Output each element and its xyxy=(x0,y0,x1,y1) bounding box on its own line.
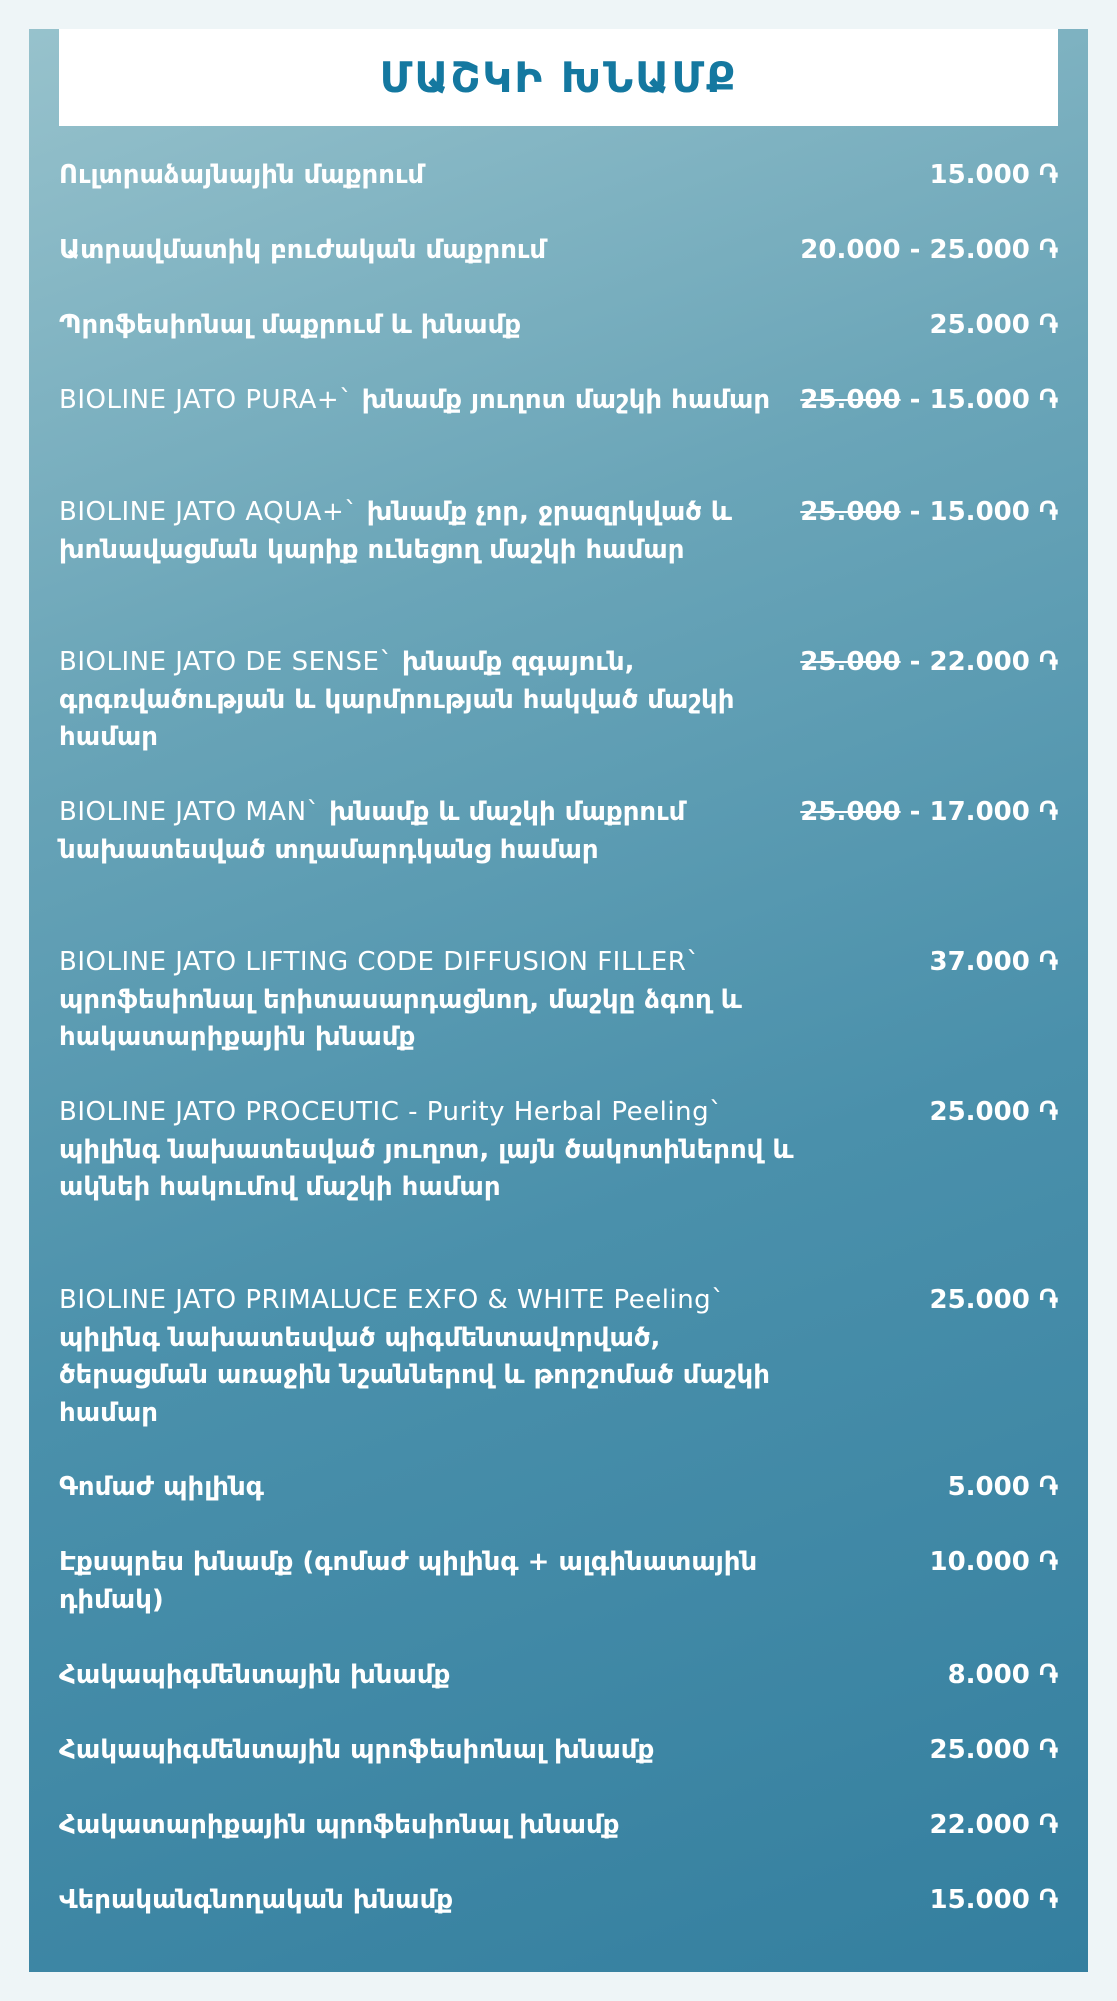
service-name xyxy=(59,232,799,270)
current-price: - 15.000 ֏ xyxy=(900,497,1058,527)
title-banner xyxy=(59,29,1058,126)
service-name xyxy=(59,944,799,1057)
current-price: - 17.000 ֏ xyxy=(900,797,1058,827)
brand-name: BIOLINE JATO PRIMALUCE EXFO & WHITE Peeling` xyxy=(59,1285,725,1315)
service-description: Հակատարիքային պրոֆեսիոնալ խնամք xyxy=(59,1810,620,1840)
service-price xyxy=(930,307,1059,345)
brand-name: BIOLINE JATO LIFTING CODE DIFFUSION FILLER` xyxy=(59,947,700,977)
service-price xyxy=(948,1657,1058,1695)
service-price xyxy=(930,944,1059,982)
service-description: Էքսպրես խնամք (գոմաժ պիլինգ + ալգինատային դիմակ) xyxy=(59,1547,758,1615)
service-description: պիլինգ նախատեսված պիգմենտավորված, ծերացման առաջին նշաններով և թորշոմած մաշկի համար xyxy=(59,1322,770,1428)
service-price xyxy=(930,1282,1059,1320)
service-description: խնամք զգայուն, գրգռվածության և կարմրության հակված մաշկի համար xyxy=(59,647,735,752)
service-price xyxy=(930,1807,1059,1845)
brand-name: BIOLINE JATO PURA+` xyxy=(59,385,353,415)
service-description: պրոֆեսիոնալ երիտասարդացնող, մաշկը ձգող և հակատարիքային խնամք xyxy=(59,984,742,1052)
service-description: Հակապիգմենտային խնամք xyxy=(59,1660,451,1690)
service-price xyxy=(930,1094,1059,1132)
service-price xyxy=(930,1882,1059,1920)
price-list-panel xyxy=(29,29,1088,1972)
service-description: խնամք յուղոտ մաշկի համար xyxy=(352,385,771,415)
current-price: 25.000 ֏ xyxy=(929,1735,1058,1765)
service-price xyxy=(800,494,1058,532)
service-name xyxy=(59,1544,799,1619)
service-price xyxy=(800,232,1058,270)
service-name xyxy=(59,1732,799,1770)
current-price: 25.000 ֏ xyxy=(929,1285,1058,1315)
service-price xyxy=(930,1732,1059,1770)
service-price xyxy=(930,1544,1059,1582)
current-price: 5.000 ֏ xyxy=(947,1472,1058,1502)
old-price: 25.000 xyxy=(800,497,901,527)
service-name xyxy=(59,1469,799,1507)
current-price: 10.000 ֏ xyxy=(929,1547,1058,1577)
current-price: 22.000 ֏ xyxy=(929,1810,1058,1840)
brand-name: BIOLINE JATO AQUA+` xyxy=(59,497,358,527)
old-price: 25.000 xyxy=(800,797,901,827)
service-name xyxy=(59,794,799,869)
service-description: խնամք և մաշկի մաքրում նախատեսված տղամարդկանց համար xyxy=(59,797,686,865)
old-price: 25.000 xyxy=(800,647,901,677)
service-name xyxy=(59,1094,799,1207)
service-price xyxy=(948,1469,1058,1507)
brand-name: BIOLINE JATO MAN` xyxy=(59,797,321,827)
service-price xyxy=(930,157,1059,195)
service-description: խնամք չոր, ջրազրկված և խոնավացման կարիք ունեցող մաշկի համար xyxy=(59,497,732,565)
service-description: Ուլտրաձայնային մաքրում xyxy=(59,160,425,190)
current-price: - 22.000 ֏ xyxy=(900,647,1058,677)
service-name xyxy=(59,1657,799,1695)
current-price: 37.000 ֏ xyxy=(929,947,1058,977)
current-price: 15.000 ֏ xyxy=(929,1885,1058,1915)
current-price: 20.000 - 25.000 ֏ xyxy=(800,235,1058,265)
current-price: 15.000 ֏ xyxy=(929,160,1058,190)
current-price: 8.000 ֏ xyxy=(947,1660,1058,1690)
service-name xyxy=(59,382,799,420)
page-title: ՄԱՇԿԻ ԽՆԱՄՔ xyxy=(379,53,738,102)
brand-name: BIOLINE JATO PROCEUTIC - Purity Herbal Peeling` xyxy=(59,1097,723,1127)
current-price: 25.000 ֏ xyxy=(929,310,1058,340)
service-description: Վերականգնողական խնամք xyxy=(59,1885,454,1915)
service-description: Պրոֆեսիոնալ մաքրում և խնամք xyxy=(59,310,522,340)
service-description: Հակապիգմենտային պրոֆեսիոնալ խնամք xyxy=(59,1735,655,1765)
service-price xyxy=(800,794,1058,832)
service-name xyxy=(59,157,799,195)
brand-name: BIOLINE JATO DE SENSE` xyxy=(59,647,393,677)
current-price: - 15.000 ֏ xyxy=(900,385,1058,415)
service-name xyxy=(59,1282,799,1432)
service-name xyxy=(59,644,799,757)
current-price: 25.000 ֏ xyxy=(929,1097,1058,1127)
service-name xyxy=(59,494,799,569)
service-name xyxy=(59,1807,799,1845)
service-name xyxy=(59,307,799,345)
service-name xyxy=(59,1882,799,1920)
service-price xyxy=(800,382,1058,420)
service-description: Ատրավմատիկ բուժական մաքրում xyxy=(59,235,547,265)
service-price xyxy=(800,644,1058,682)
service-description: պիլինգ նախատեսված յուղոտ, լայն ծակոտիներով և ակնեի հակումով մաշկի համար xyxy=(59,1134,794,1202)
service-description: Գոմաժ պիլինգ xyxy=(59,1472,264,1502)
old-price: 25.000 xyxy=(800,385,901,415)
